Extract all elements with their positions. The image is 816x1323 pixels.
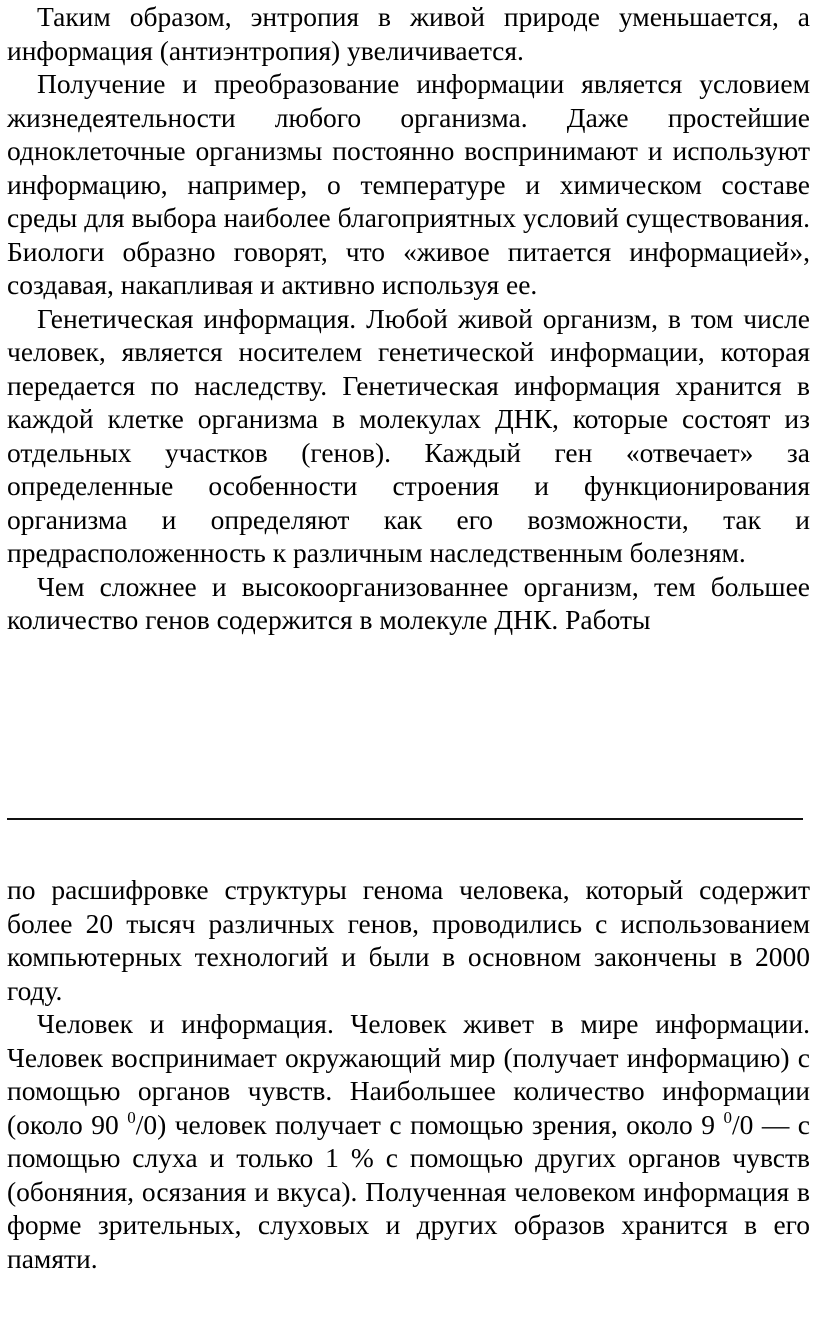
paragraph-genes-count: Чем сложнее и высокоорганизованнее организм, тем большее количество генов содержится в молекуле ДНК. Работы (7, 570, 810, 635)
paragraph-information-processing: Получение и преобразование информации является условием жизнедеятельности любого организма. Даже простейшие одноклеточные организмы постоянно воспринимают и используют информацию, например, о температуре и химическом составе среды для выбора наиболее благоприятных условий существования. Биологи образно говорят, что «живое питается информацией», создавая, накапливая и активно используя ее. (7, 68, 810, 300)
paragraph-entropy: Таким образом, энтропия в живой природе уменьшается, а информация (антиэнтропия) увеличивается. (7, 1, 810, 66)
text-segment: /0 — с помощью слуха и только 1 % с помощью других органов чувств (обоняния, осязания и вкуса). Полученная человеком информация в форме зрительных, слуховых и других образов хранится в его памяти. (7, 1108, 810, 1274)
superscript-percent-1: 0 (127, 1107, 136, 1127)
paragraph-genetic-information: Генетическая информация. Любой живой организм, в том числе человек, является носителем генетической информации, которая передается по наследству. Генетическая информация хранится в каждой клетке организма в молекулах ДНК, которые состоят из отдельных участков (генов). Каждый ген «отвечает» за определенные особенности строения и функционирования организма и определяют как его возможности, так и предрасположенность к различным наследственным болезням. (7, 302, 810, 568)
page-top-text (7, 0, 810, 637)
page-break-rule (7, 818, 803, 820)
paragraph-human-information (7, 1007, 810, 1275)
superscript-percent-2: 0 (723, 1107, 732, 1127)
page-bottom-text (7, 873, 810, 1275)
text-segment: Человек и информация. Человек живет в мире информации. Человек воспринимает окружающий мир (получает информацию) с помощью органов чувств. Наибольшее количество информации (около 90 (7, 1008, 810, 1140)
paragraph-genome-decoding: по расшифровке структуры генома человека, который содержит более 20 тысяч различных генов, проводились с использованием компьютерных технологий и были в основном закончены в 2000 году. (7, 874, 810, 1006)
text-segment: /0) человек получает с помощью зрения, около 9 (135, 1108, 724, 1140)
